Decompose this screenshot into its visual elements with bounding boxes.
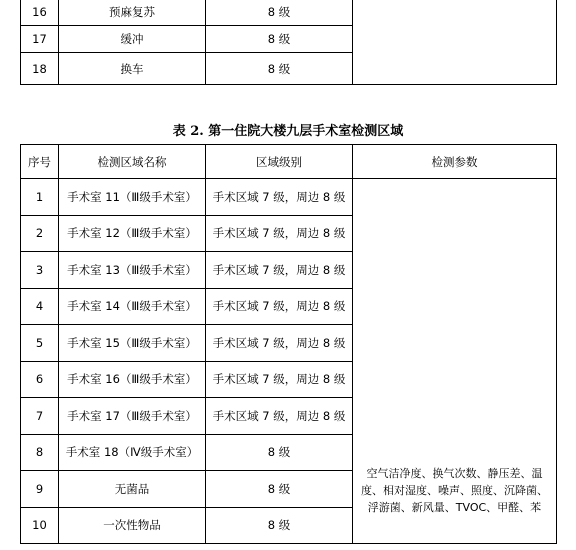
row-number: 9 <box>21 471 59 508</box>
area-name: 手术室 14（Ⅲ级手术室） <box>59 288 206 325</box>
area-name: 手术室 18（Ⅳ级手术室） <box>59 434 206 471</box>
area-level: 8 级 <box>206 53 353 85</box>
row-number: 5 <box>21 325 59 362</box>
area-level: 8 级 <box>206 507 353 544</box>
area-name: 手术室 13（Ⅲ级手术室） <box>59 252 206 289</box>
row-number: 7 <box>21 398 59 435</box>
row-number: 17 <box>21 26 59 53</box>
row-number: 8 <box>21 434 59 471</box>
area-name: 手术室 11（Ⅲ级手术室） <box>59 179 206 216</box>
row-number: 10 <box>21 507 59 544</box>
inspection-area-table <box>20 144 557 544</box>
area-level: 手术区域 7 级，周边 8 级 <box>206 325 353 362</box>
header-number: 序号 <box>21 145 59 179</box>
area-name: 无菌品 <box>59 471 206 508</box>
area-name: 手术室 16（Ⅲ级手术室） <box>59 361 206 398</box>
area-level: 手术区域 7 级，周边 8 级 <box>206 179 353 216</box>
row-number: 18 <box>21 53 59 85</box>
area-level: 手术区域 7 级，周边 8 级 <box>206 398 353 435</box>
area-level: 8 级 <box>206 471 353 508</box>
row-number: 1 <box>21 179 59 216</box>
header-area-name: 检测区域名称 <box>59 145 206 179</box>
row-number: 6 <box>21 361 59 398</box>
params-cell: 空气洁净度、换气次数、静压差、温度、相对湿度、噪声、照度、沉降菌、浮游菌、新风量、TVOC、甲醛、苯 <box>353 179 557 544</box>
area-name: 预麻复苏 <box>59 0 206 26</box>
area-level: 手术区域 7 级，周边 8 级 <box>206 288 353 325</box>
area-level: 8 级 <box>206 434 353 471</box>
table-header-row <box>21 145 557 179</box>
area-name: 缓冲 <box>59 26 206 53</box>
area-level: 手术区域 7 级，周边 8 级 <box>206 361 353 398</box>
area-level: 手术区域 7 级，周边 8 级 <box>206 215 353 252</box>
header-area-level: 区域级别 <box>206 145 353 179</box>
previous-table-fragment <box>20 0 557 85</box>
header-params: 检测参数 <box>353 145 557 179</box>
params-cell <box>353 0 557 85</box>
row-number: 2 <box>21 215 59 252</box>
area-name: 一次性物品 <box>59 507 206 544</box>
area-level: 8 级 <box>206 26 353 53</box>
area-name: 换车 <box>59 53 206 85</box>
table-row <box>21 179 557 216</box>
table-caption: 表 2. 第一住院大楼九层手术室检测区域 <box>172 124 404 139</box>
row-number: 16 <box>21 0 59 26</box>
area-level: 8 级 <box>206 0 353 26</box>
table-row <box>21 0 557 26</box>
area-name: 手术室 15（Ⅲ级手术室） <box>59 325 206 362</box>
row-number: 4 <box>21 288 59 325</box>
area-level: 手术区域 7 级，周边 8 级 <box>206 252 353 289</box>
row-number: 3 <box>21 252 59 289</box>
area-name: 手术室 12（Ⅲ级手术室） <box>59 215 206 252</box>
area-name: 手术室 17（Ⅲ级手术室） <box>59 398 206 435</box>
